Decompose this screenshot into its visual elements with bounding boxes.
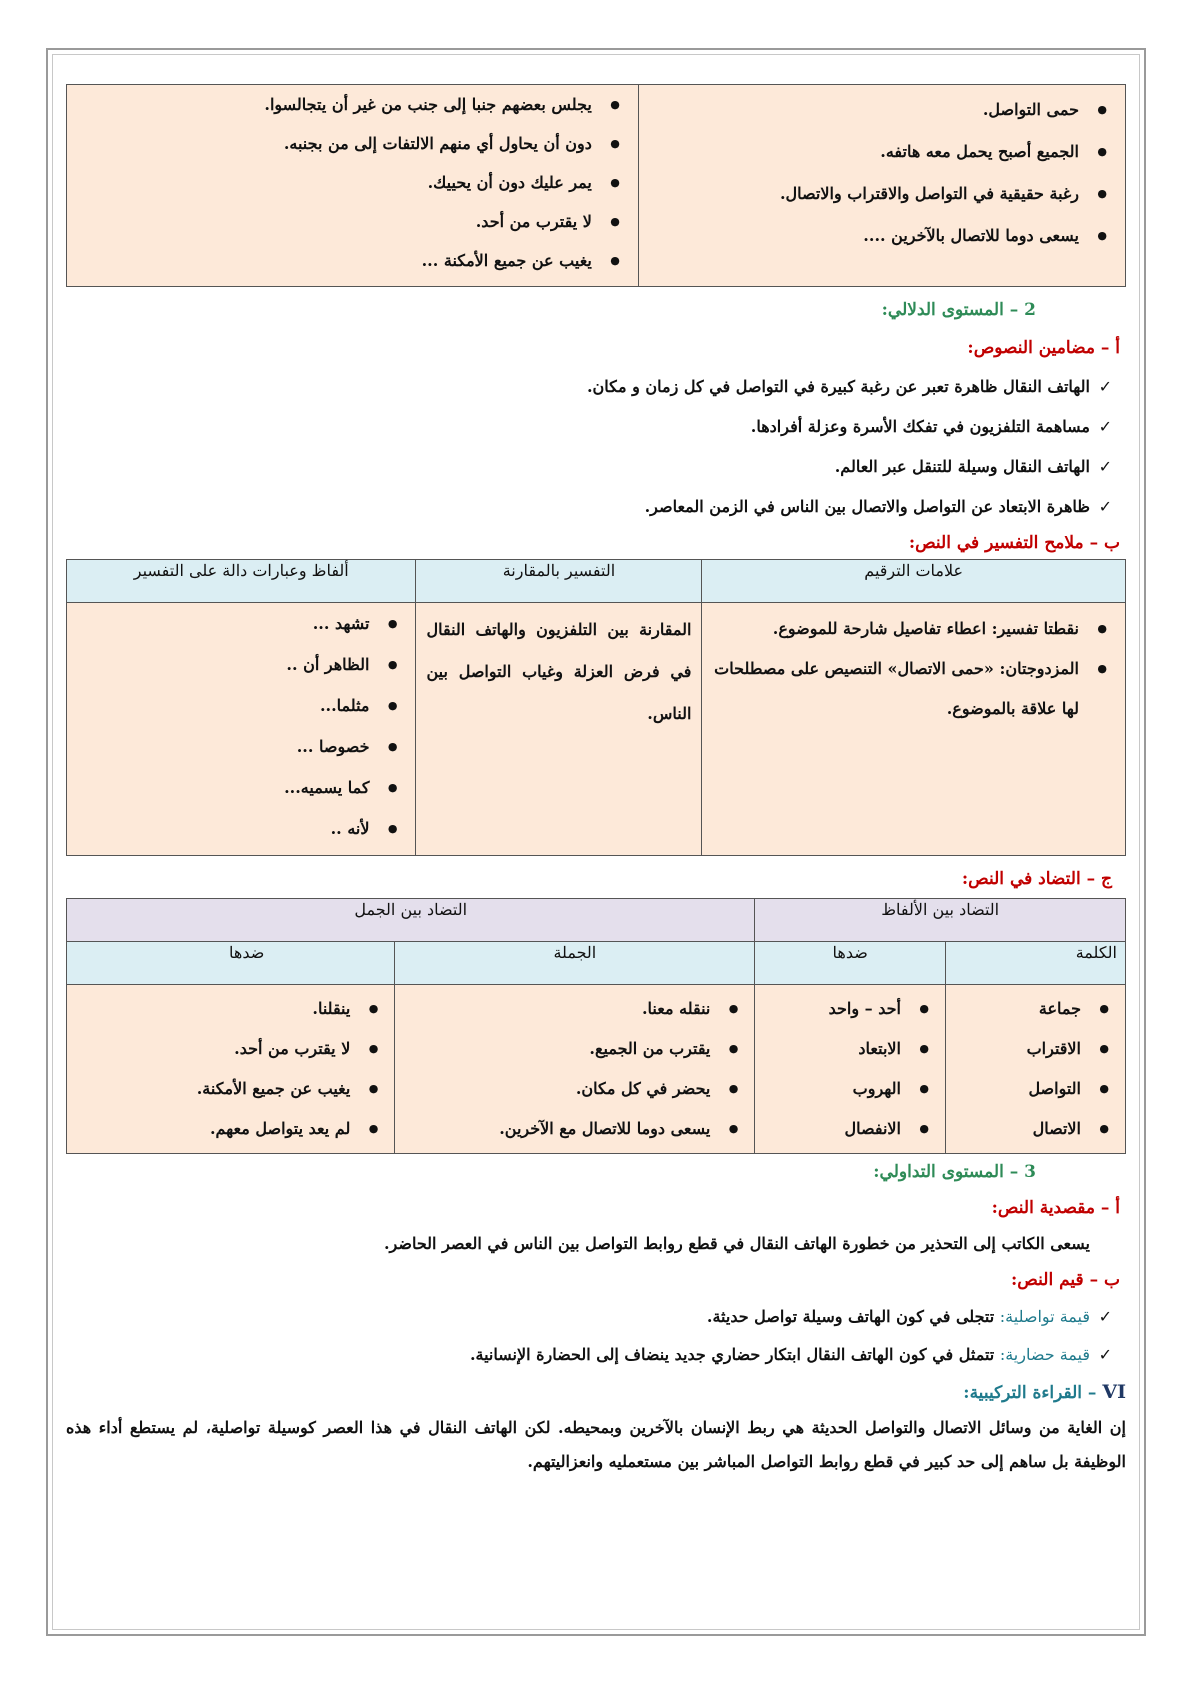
list-item: ● لا يقترب من أحد. — [77, 202, 628, 241]
comparison-text: المقارنة بين التلفزيون والهاتف النقال في فرض العزلة وغياب التواصل بين الناس. — [426, 620, 692, 723]
word-opposites-cell — [755, 985, 946, 1154]
interpretation-table — [66, 559, 1126, 856]
synthesis-heading — [66, 1374, 1126, 1411]
list-item: ● يمر عليك دون أن يحييك. — [77, 163, 628, 202]
comparison-cell — [416, 603, 702, 856]
check-item: ✓ظاهرة الابتعاد عن التواصل والاتصال بين الناس في الزمن المعاصر. — [66, 487, 1126, 527]
list-item: ● ينقلنا. — [75, 989, 386, 1029]
list-item: ● دون أن يحاول أي منهم الالتفات إلى من بجنبه. — [77, 124, 628, 163]
list-item: ● الجميع أصبح يحمل معه هاتفه. — [649, 131, 1115, 173]
list-item: ● الاقتراب — [954, 1029, 1117, 1069]
value-item — [66, 1298, 1126, 1336]
list-item: ● التواصل — [954, 1069, 1117, 1109]
intent-text: يسعى الكاتب إلى التحذير من خطورة الهاتف النقال في قطع روابط التواصل بين الناس في العصر الحاضر. — [383, 1234, 1090, 1253]
list-item: ● كما يسميه... — [77, 767, 405, 808]
list-item: ● نقطتا تفسير: اعطاء تفاصيل شارحة للموضوع. — [712, 609, 1115, 649]
values-heading: ب – قيم النص: — [1011, 1270, 1120, 1290]
section-numeral: VI — [1102, 1381, 1126, 1403]
table-header: علامات الترقيم — [702, 560, 1126, 603]
value-label: قيمة حضارية: — [999, 1345, 1090, 1364]
list-item: ● يقترب من الجميع. — [403, 1029, 746, 1069]
list-item: ● أحد – واحد — [763, 989, 937, 1029]
value-text: تتجلى في كون الهاتف وسيلة تواصل حديثة. — [706, 1307, 995, 1326]
check-icon: ✓ — [1098, 377, 1112, 396]
list-item: ● رغبة حقيقية في التواصل والاقتراب والاتصال. — [649, 173, 1115, 215]
list-item: ● تشهد ... — [77, 603, 405, 644]
list-item: ● يسعى دوما للاتصال بالآخرين .... — [649, 215, 1115, 257]
list-item: ● حمى التواصل. — [649, 89, 1115, 131]
antithesis-heading: ج – التضاد في النص: — [961, 869, 1112, 889]
check-icon: ✓ — [1098, 457, 1112, 476]
sentences-cell — [395, 985, 755, 1154]
table-header: التضاد بين الجمل — [67, 899, 755, 942]
list-item: ● يحضر في كل مكان. — [403, 1069, 746, 1109]
table-header: التفسير بالمقارنة — [416, 560, 702, 603]
expressions-cell — [67, 603, 416, 856]
list-item: ● ننقله معنا. — [403, 989, 746, 1029]
top-table — [66, 84, 1126, 287]
value-label: قيمة تواصلية: — [999, 1307, 1090, 1326]
contents-heading: أ – مضامين النصوص: — [967, 338, 1120, 358]
list-item: ● لأنه .. — [77, 808, 405, 849]
document-page — [66, 84, 1126, 1479]
check-item: ✓مساهمة التلفزيون في تفكك الأسرة وعزلة أفرادها. — [66, 407, 1126, 447]
list-item: ● يغيب عن جميع الأمكنة ... — [77, 241, 628, 280]
check-item: ✓الهاتف النقال ظاهرة تعبر عن رغبة كبيرة في التواصل في كل زمان و مكان. — [66, 367, 1126, 407]
pragmatic-heading: 3 – المستوى التداولي: — [873, 1162, 1036, 1182]
list-item: ● خصوصا ... — [77, 726, 405, 767]
check-icon: ✓ — [1098, 1345, 1112, 1364]
top-table-right-cell — [638, 85, 1125, 287]
list-item: ● لا يقترب من أحد. — [75, 1029, 386, 1069]
table-header: ضدها — [67, 942, 395, 985]
words-cell — [945, 985, 1125, 1154]
list-item: ● المزدوجتان: «حمى الاتصال» التنصيص على مصطلحات لها علاقة بالموضوع. — [712, 649, 1115, 729]
interpretation-heading: ب – ملامح التفسير في النص: — [908, 533, 1120, 553]
list-item: ● يغيب عن جميع الأمكنة. — [75, 1069, 386, 1109]
check-icon: ✓ — [1098, 417, 1112, 436]
check-item: ✓الهاتف النقال وسيلة للتنقل عبر العالم. — [66, 447, 1126, 487]
synthesis-title: – القراءة التركيبية: — [963, 1383, 1097, 1403]
table-header: ضدها — [755, 942, 946, 985]
list-item: ● مثلما... — [77, 685, 405, 726]
semantic-heading: 2 – المستوى الدلالي: — [881, 300, 1036, 320]
check-icon: ✓ — [1098, 497, 1112, 516]
list-item: ● الانفصال — [763, 1109, 937, 1149]
value-text: تتمثل في كون الهاتف النقال ابتكار حضاري جديد ينضاف إلى الحضارة الإنسانية. — [469, 1345, 995, 1364]
check-icon: ✓ — [1098, 1307, 1112, 1326]
intent-heading: أ – مقصدية النص: — [991, 1198, 1120, 1218]
list-item: ● الاتصال — [954, 1109, 1117, 1149]
table-header: الكلمة — [945, 942, 1125, 985]
list-item: ● الابتعاد — [763, 1029, 937, 1069]
sentence-opposites-cell — [67, 985, 395, 1154]
list-item: ● يسعى دوما للاتصال مع الآخرين. — [403, 1109, 746, 1149]
list-item: ● لم يعد يتواصل معهم. — [75, 1109, 386, 1149]
table-header: الجملة — [395, 942, 755, 985]
contents-list — [66, 367, 1126, 527]
synthesis-text: إن الغاية من وسائل الاتصال والتواصل الحديثة هي ربط الإنسان بالآخرين وبمحيطه. لكن الهاتف النقال في هذا العصر كوسيلة تواصلية، لم يستطع أداء هذه الوظيفة بل ساهم إلى حد كبير في قطع روابط التواصل المباشر بين مستعمليه وانعزاليتهم. — [66, 1418, 1126, 1471]
list-item: ● جماعة — [954, 989, 1117, 1029]
punctuation-cell — [702, 603, 1126, 856]
list-item: ● الهروب — [763, 1069, 937, 1109]
top-table-left-cell — [67, 85, 639, 287]
list-item: ● يجلس بعضهم جنبا إلى جنب من غير أن يتجالسوا. — [77, 85, 628, 124]
value-item — [66, 1336, 1126, 1374]
antithesis-table — [66, 898, 1126, 1154]
table-header: التضاد بين الألفاظ — [755, 899, 1126, 942]
table-header: ألفاظ وعبارات دالة على التفسير — [67, 560, 416, 603]
list-item: ● الظاهر أن .. — [77, 644, 405, 685]
